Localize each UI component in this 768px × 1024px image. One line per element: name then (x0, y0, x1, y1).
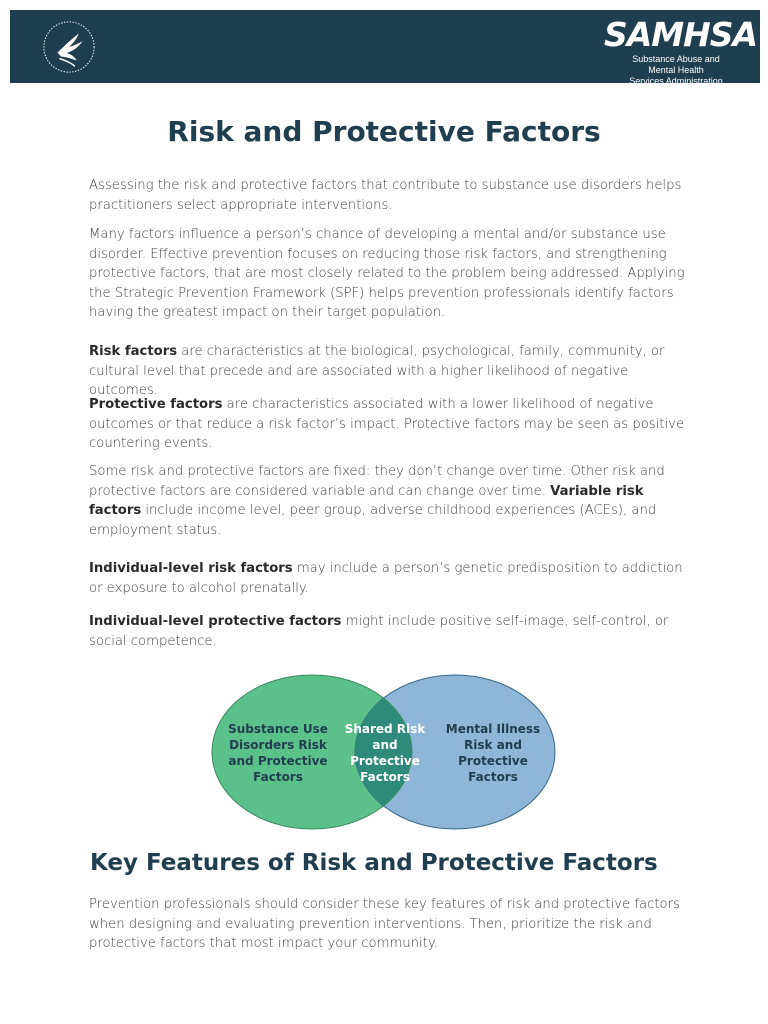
venn-center-line-2: and (372, 738, 398, 752)
svg-text:Risk and (464, 738, 522, 752)
individual-risk-paragraph (89, 559, 689, 598)
protective-factors-definition: are characteristics associated with a lower likelihood of negative outcomes or that reduce a risk factor’s impact. Protective factors may be seen as positive countering events. (89, 397, 685, 452)
hhs-seal-icon (40, 18, 98, 76)
svg-text:Disorders Risk (229, 738, 328, 752)
venn-left-line-2: Disorders Risk (229, 738, 327, 752)
venn-right-line-1: Mental Illness (445, 722, 541, 736)
intro-paragraph: Assessing the risk and protective factors that contribute to substance use disorders helps practitioners select appropriate interventions. (89, 178, 682, 213)
risk-factors-paragraph (89, 342, 689, 401)
risk-factors-term: Risk factors (89, 344, 178, 359)
variable-risk-factors-term: Variable risk factors (89, 483, 644, 519)
venn-diagram (210, 672, 560, 832)
page-title: Risk and Protective Factors (167, 115, 601, 148)
venn-left-line-3: and Protective (228, 754, 328, 768)
key-features-paragraph: Prevention professionals should consider these key features of risk and protective factors when designing and evaluating prevention interventions. Then, prioritize the risk and protective factors that most impact your community. (89, 897, 680, 952)
svg-text:Substance Use (228, 722, 328, 736)
individual-protective-definition: might include positive self-image, self-control, or social competence. (89, 614, 669, 649)
venn-right-line-4: Factors (468, 770, 518, 784)
svg-text:Protective (350, 754, 420, 768)
svg-text:Mental Illness (446, 722, 540, 736)
header-banner (10, 10, 760, 86)
svg-text:and (372, 738, 397, 752)
protective-factors-term: Protective factors (89, 397, 223, 412)
venn-left-line-4: Factors (253, 770, 303, 784)
samhsa-subtitle-line1: Substance Abuse and Mental Health (632, 54, 720, 75)
protective-factors-paragraph (89, 395, 689, 454)
variable-risk-factors-definition: include income level, peer group, adverse childhood experiences (ACEs), and employment status. (89, 503, 657, 538)
venn-left-line-1: Substance Use (228, 722, 328, 736)
svg-text:Protective (458, 754, 528, 768)
samhsa-subtitle-line2: Services Administration (629, 76, 723, 86)
svg-text:and Protective (228, 754, 327, 768)
risk-factors-definition: are characteristics at the biological, psychological, family, community, or cultural level that precede and are associated with a higher likelihood of negative outcomes. (89, 344, 665, 399)
individual-protective-paragraph (89, 612, 689, 651)
individual-risk-definition: may include a person’s genetic predisposition to addiction or exposure to alcohol prenatally. (89, 561, 683, 596)
svg-text:Factors (468, 770, 518, 784)
samhsa-wordmark: SAMHSA (604, 15, 758, 54)
samhsa-logo (604, 15, 758, 87)
svg-text:Factors (253, 770, 303, 784)
venn-right-line-2: Risk and (464, 738, 522, 752)
venn-center-line-4: Factors (360, 770, 410, 784)
many-factors-paragraph: Many factors influence a person’s chance of developing a mental and/or substance use disorder. Effective prevention focuses on reducing those risk factors, and strengthening protective factors, that are most closely related to the problem being addressed. Applying the Strategic Prevention Framework (SPF) helps prevention professionals identify factors having the greatest impact on their target population. (89, 227, 685, 321)
fixed-variable-paragraph (89, 462, 689, 540)
fixed-factors-text: Some risk and protective factors are fixed: they don’t change over time. Other risk and protective factors are considered variable and can change over time. (89, 464, 665, 499)
svg-text:Factors (360, 770, 410, 784)
venn-center-line-3: Protective (350, 754, 420, 768)
venn-center-line-1: Shared Risk (344, 722, 426, 736)
individual-risk-term: Individual-level risk factors (89, 561, 293, 576)
svg-text:Shared Risk (345, 722, 427, 736)
section-heading-key-features: Key Features of Risk and Protective Factors (90, 850, 658, 876)
venn-right-line-3: Protective (458, 754, 528, 768)
individual-protective-term: Individual-level protective factors (89, 614, 342, 629)
